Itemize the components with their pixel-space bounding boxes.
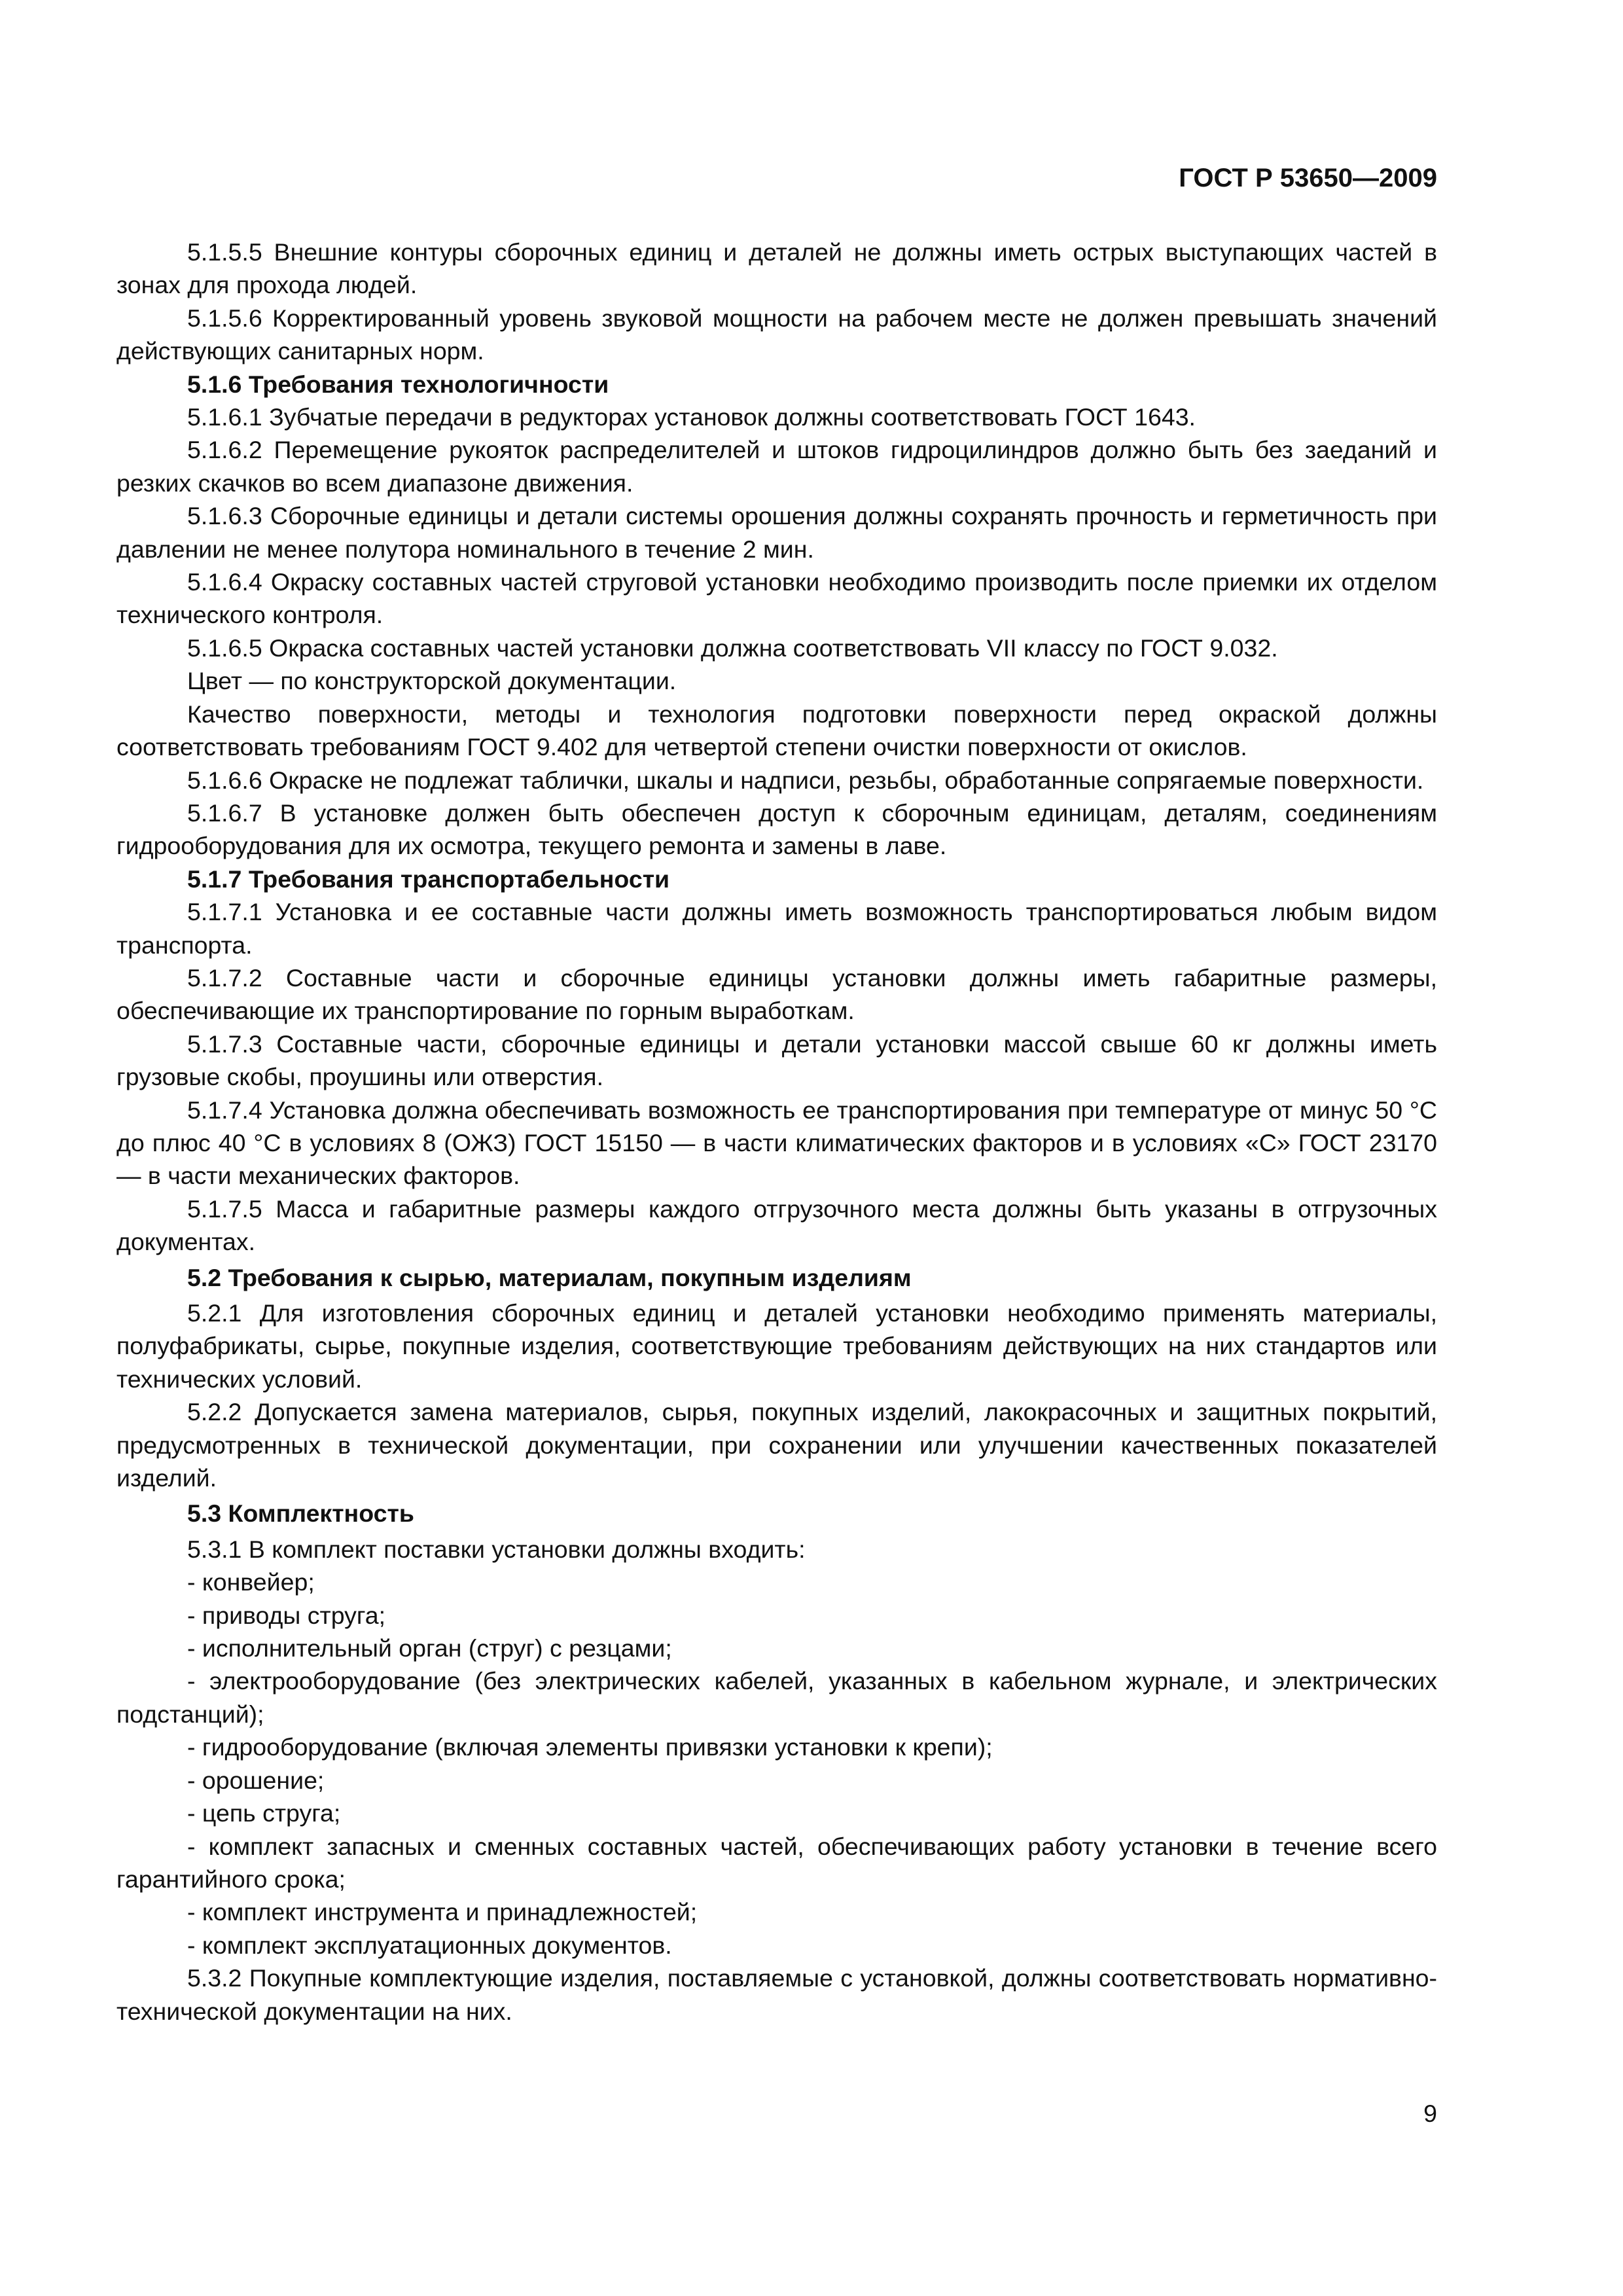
paragraph: 5.3.1 В комплект поставки установки должны входить:: [187, 1535, 806, 1563]
list-item: - электрооборудование (без электрических кабелей, указанных в кабельном журнале, и электрических подстанций);: [116, 1667, 1437, 1728]
list-item: - комплект запасных и сменных составных частей, обеспечивающих работу установки в течение всего гарантийного срока;: [116, 1832, 1437, 1893]
section-heading: 5.3 Комплектность: [187, 1499, 414, 1528]
list-item: - гидрооборудование (включая элементы привязки установки к крепи);: [187, 1733, 993, 1761]
section-heading: 5.2 Требования к сырью, материалам, покупным изделиям: [187, 1263, 912, 1291]
list-item: - цепь струга;: [187, 1799, 341, 1827]
standard-header: ГОСТ Р 53650—2009: [1179, 164, 1437, 192]
paragraph: 5.1.6.2 Перемещение рукояток распределителей и штоков гидроцилиндров должно быть без заеданий и резких скачков во всем диапазоне движения.: [116, 436, 1437, 497]
paragraph: 5.1.5.6 Корректированный уровень звуковой мощности на рабочем месте не должен превышать значений действующих санитарных норм.: [116, 304, 1437, 365]
paragraph: 5.1.6.4 Окраску составных частей струговой установки необходимо производить после приемки их отделом технического контроля.: [116, 568, 1437, 629]
paragraph: 5.1.7.1 Установка и ее составные части должны иметь возможность транспортироваться любым видом транспорта.: [116, 898, 1437, 959]
paragraph: 5.1.7.4 Установка должна обеспечивать возможность ее транспортирования при температуре от минус 50 °С до плюс 40 °С в условиях 8 (ОЖЗ) ГОСТ 15150 — в части климатических факторов и в условиях «С» ГОСТ 23170 — в части механических факторов.: [116, 1096, 1437, 1190]
paragraph: 5.2.2 Допускается замена материалов, сырья, покупных изделий, лакокрасочных и защитных покрытий, предусмотренных в технической документации, при сохранении или улучшении качественных показателей изделий.: [116, 1398, 1437, 1492]
paragraph: 5.2.1 Для изготовления сборочных единиц и деталей установки необходимо применять материалы, полуфабрикаты, сырье, покупные изделия, соответствующие требованиям действующих на них стандартов или технических условий.: [116, 1299, 1437, 1393]
section-heading: 5.1.6 Требования технологичности: [187, 370, 609, 398]
list-item: - комплект инструмента и принадлежностей;: [187, 1898, 698, 1926]
paragraph: Цвет — по конструкторской документации.: [187, 667, 677, 695]
document-body: [116, 236, 1437, 2028]
paragraph: 5.1.7.5 Масса и габаритные размеры каждого отгрузочного места должны быть указаны в отгрузочных документах.: [116, 1194, 1437, 1256]
paragraph: 5.1.7.3 Составные части, сборочные единицы и детали установки массой свыше 60 кг должны иметь грузовые скобы, проушины или отверстия.: [116, 1030, 1437, 1091]
paragraph: 5.1.6.1 Зубчатые передачи в редукторах установок должны соответствовать ГОСТ 1643.: [187, 403, 1196, 431]
paragraph: 5.1.6.5 Окраска составных частей установки должна соответствовать VII классу по ГОСТ 9.032.: [187, 634, 1278, 662]
list-item: - исполнительный орган (струг) с резцами;: [187, 1634, 672, 1662]
paragraph: 5.1.6.7 В установке должен быть обеспечен доступ к сборочным единицам, деталям, соединениям гидрооборудования для их осмотра, текущего ремонта и замены в лаве.: [116, 798, 1437, 860]
page-number: 9: [1423, 2100, 1437, 2127]
list-item: - комплект эксплуатационных документов.: [187, 1931, 672, 1959]
paragraph: 5.1.6.6 Окраске не подлежат таблички, шкалы и надписи, резьбы, обработанные сопрягаемые поверхности.: [187, 766, 1424, 794]
paragraph: 5.3.2 Покупные комплектующие изделия, поставляемые с установкой, должны соответствовать нормативно-технической документации на них.: [116, 1964, 1437, 2025]
paragraph: Качество поверхности, методы и технология подготовки поверхности перед окраской должны соответствовать требованиям ГОСТ 9.402 для четвертой степени очистки поверхности от окислов.: [116, 700, 1437, 761]
list-item: - орошение;: [187, 1766, 325, 1794]
list-item: - приводы струга;: [187, 1601, 386, 1629]
paragraph: 5.1.6.3 Сборочные единицы и детали системы орошения должны сохранять прочность и герметичность при давлении не менее полутора номинального в течение 2 мин.: [116, 502, 1437, 563]
section-heading: 5.1.7 Требования транспортабельности: [187, 865, 670, 893]
paragraph: 5.1.7.2 Составные части и сборочные единицы установки должны иметь габаритные размеры, обеспечивающие их транспортирование по горным выработкам.: [116, 963, 1437, 1025]
list-item: - конвейер;: [187, 1568, 315, 1596]
paragraph: 5.1.5.5 Внешние контуры сборочных единиц и деталей не должны иметь острых выступающих частей в зонах для прохода людей.: [116, 238, 1437, 299]
